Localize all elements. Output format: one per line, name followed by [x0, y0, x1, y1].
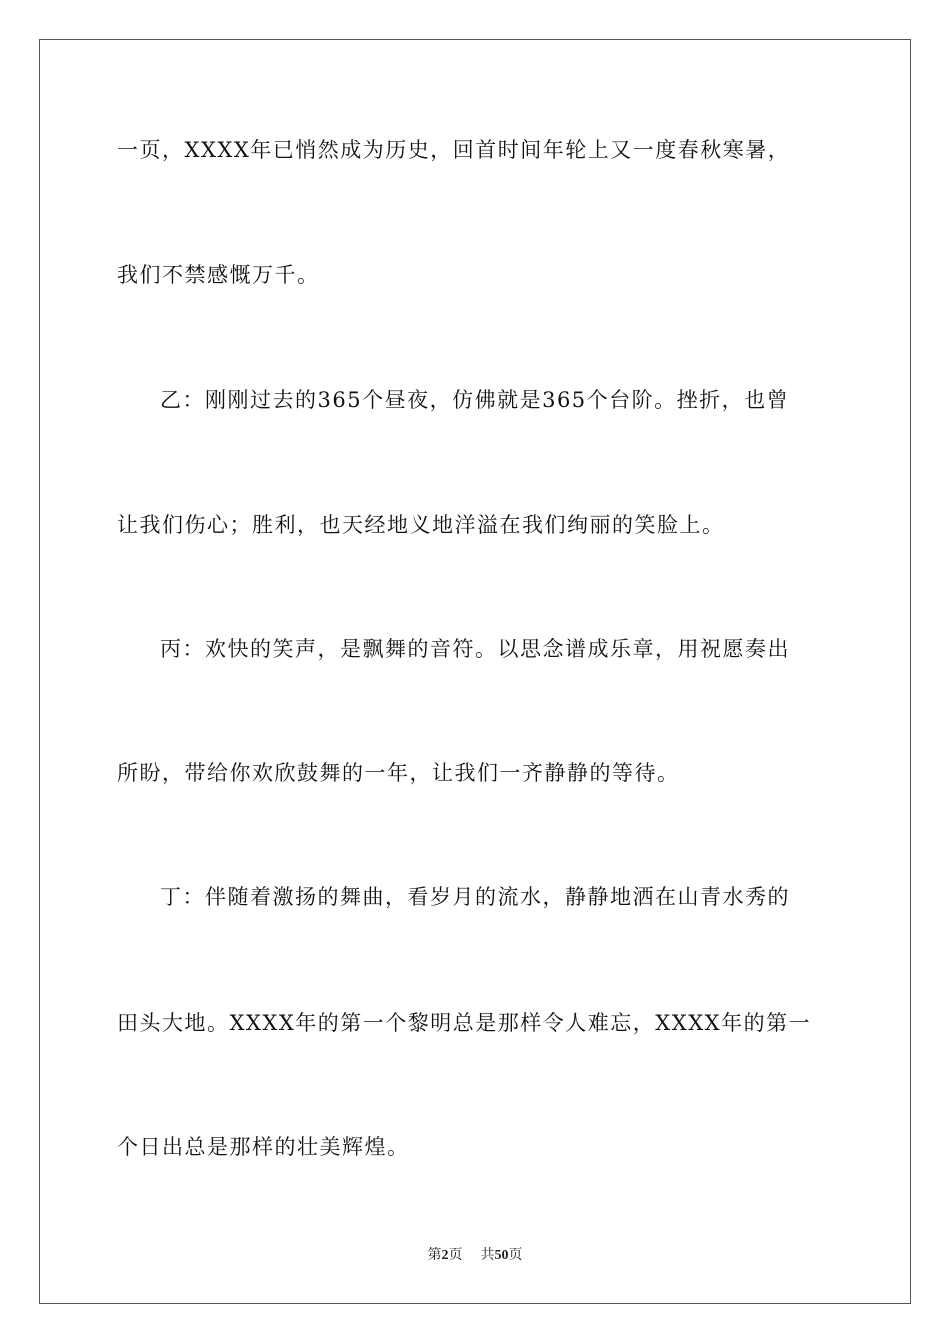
paragraph-1-line-1: 一页，XXXX年已悄然成为历史，回首时间年轮上又一度春秋寒暑，	[117, 138, 791, 162]
footer-total-prefix: 共	[480, 1248, 495, 1263]
paragraph-4-line-3: 个日出总是那样的壮美辉煌。	[117, 1135, 410, 1159]
paragraph-3-line-1: 丙：欢快的笑声，是飘舞的音符。以思念谱成乐章，用祝愿奏出	[160, 637, 790, 661]
footer-page-suffix: 页	[448, 1248, 463, 1263]
paragraph-2-line-1: 乙：刚刚过去的365个昼夜，仿佛就是365个台阶。挫折，也曾	[160, 388, 790, 412]
paragraph-4-line-1: 丁：伴随着激扬的舞曲，看岁月的流水，静静地洒在山青水秀的	[160, 885, 790, 909]
footer-page-prefix: 第	[427, 1248, 442, 1263]
footer-total-pages: 50	[494, 1248, 509, 1263]
paragraph-4-line-2: 田头大地。XXXX年的第一个黎明总是那样令人难忘，XXXX年的第一	[117, 1011, 812, 1035]
page-footer	[0, 1247, 950, 1265]
paragraph-1-line-2: 我们不禁感慨万千。	[117, 263, 320, 287]
paragraph-3-line-2: 所盼，带给你欢欣鼓舞的一年，让我们一齐静静的等待。	[117, 761, 680, 785]
page-frame	[39, 39, 911, 1304]
footer-total-suffix: 页	[508, 1248, 523, 1263]
footer-page-number: 2	[441, 1248, 449, 1263]
paragraph-2-line-2: 让我们伤心；胜利，也天经地义地洋溢在我们绚丽的笑脸上。	[117, 513, 725, 537]
